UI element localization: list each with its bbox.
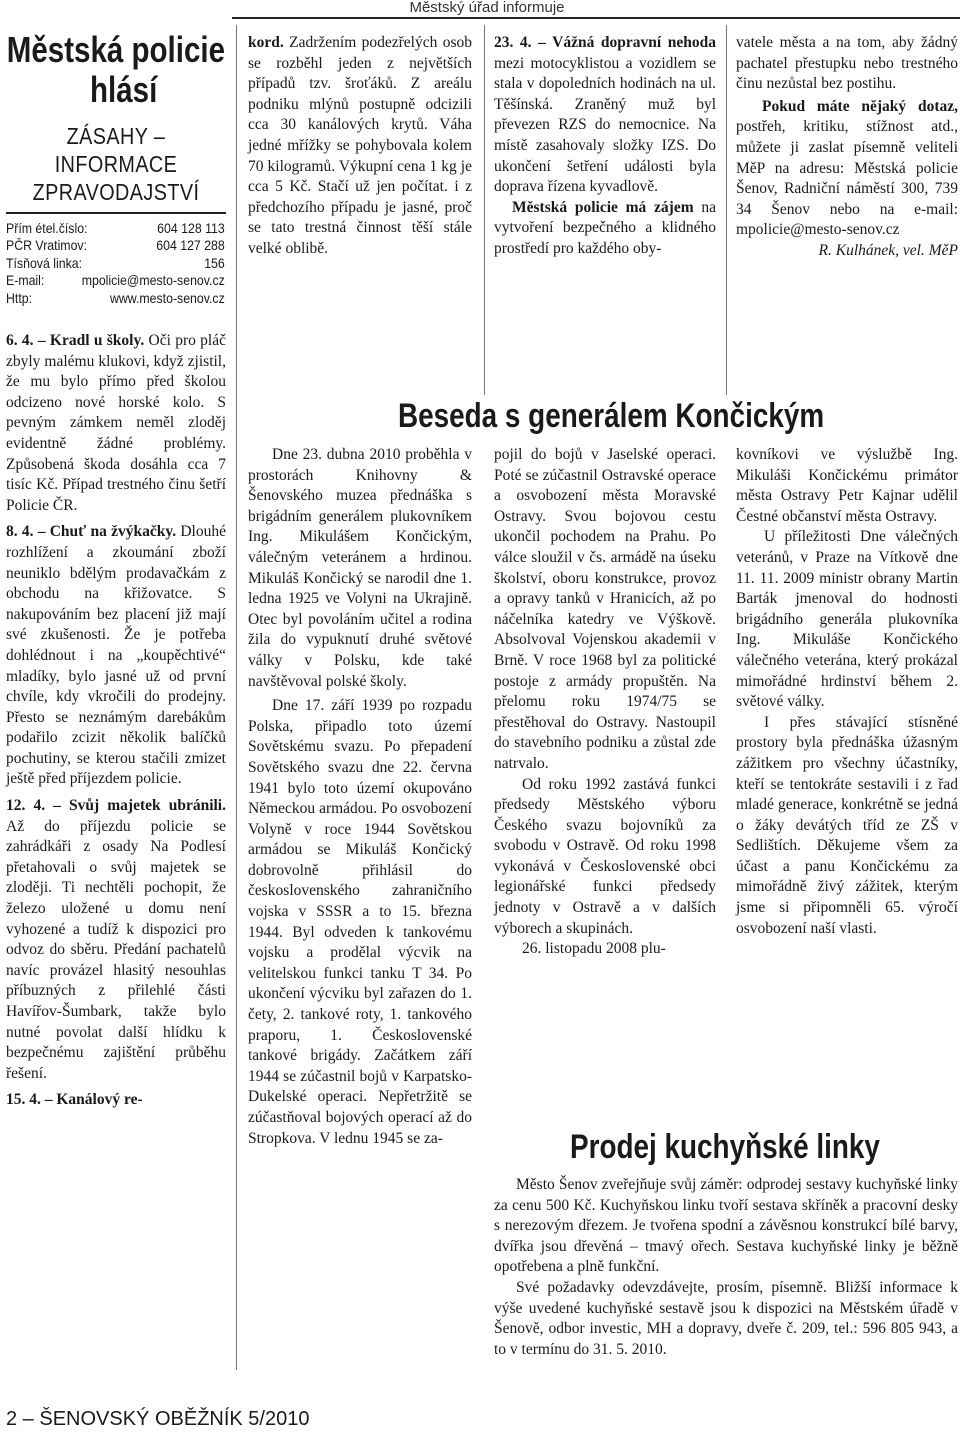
article-paragraph: Dne 23. dubna 2010 proběhla v prostorách Knihovny & Šenovského muzea přednáška s brigádním generálem plukovníkem Ing. Mikulášem Končickým, válečným veteránem a hrdinou. Mikuláš Končický se narodil dne 1. ledna 1925 ve Volyni na Ukrajině. Otec byl povoláním učitel a rodina žila do vypuknutí druhé světové války v Polsku, kde také navštěvoval polské školy.: [248, 446, 472, 690]
beseda-col-3: [736, 445, 958, 939]
report-text: Zadržením podezřelých osob se rozběhl jeden z největších případů tzv. šroťáků. Z areálu podniku mlýnů postupně odcizili cca 30 kanálových krytů. Váha jedné mřížky se pohybovala kolem 70 kilogramů. Výkupní cena 1 kg je cca 5 Kč. Stačí už jen počítat. i z předchozího případu je jasné, proč se tato trestná činnost těší stále velké oblibě.: [248, 34, 472, 257]
contact-label: PČR Vratimov:: [6, 237, 88, 253]
report-text: Oči pro pláč zbyly malému klukovi, když zjistil, že mu bylo přímo před školou odcizeno nové horské kolo. S pevným zámkem neměl zloděj evidentně žádné problémy. Způsobená škoda dosáhla cca 7 tisíc Kč. Případ trestného činu šetří Policie ČR.: [6, 332, 226, 514]
report-item: [6, 796, 226, 1084]
report-item: [6, 1090, 226, 1111]
section-header: Městský úřad informuje: [388, 0, 586, 16]
kitchen-paragraph: Město Šenov zveřejňuje svůj záměr: odprodej sestavy kuchyňské linky za cenu 500 Kč. Kuchyňskou linku tvoří sestava skříněk a pracovní desky s nerezovým dřezem. Je tvořena spodní a závěsnou konstrukcí bílé barvy, dvířka jsou dřevěná – tmavý ořech. Sestava kuchyňské linky je běžně opotřebena a plně funkční.: [494, 1176, 958, 1276]
article-paragraph: 26. listopadu 2008 plu-: [522, 940, 666, 958]
header-rule: [232, 17, 960, 19]
police-col-3: [494, 33, 716, 260]
report-heading: 8. 4. – Chuť na žvýkačky.: [6, 523, 177, 541]
police-title-2: hlásí: [90, 69, 158, 110]
report-heading: kord.: [248, 34, 284, 51]
contact-label: Tísňová linka:: [6, 254, 83, 271]
police-reports: [6, 331, 226, 1111]
statement-text: na vytvoření bezpečného a klidného prostředí pro každého oby-: [494, 198, 716, 257]
contact-instructions: [736, 97, 958, 241]
report-text: Dlouhé rozhlížení a zkoumání zboží neuniklo bdělým prodavačkám z obchodu na křižovatce. S nakupováním bez placení již mají své zkušenosti. Že je potřeba dohlédnout i na „koupěchtivé“ mladíky, bylo jasné už od první chvíle, kdy vkročili do prodejny. Přesto se neznámým darebákům podařilo zcizit několik balíčků pochutiny, se kterou stačili zmizet ještě před příjezdem policie.: [6, 523, 226, 788]
beseda-col-2: [494, 445, 716, 960]
statement-heading: Městská policie má zájem: [512, 198, 694, 216]
report-item: [494, 33, 716, 198]
police-subtitle: [6, 122, 226, 206]
beseda-col-1: [248, 445, 472, 1149]
police-statement: [494, 198, 716, 260]
report-heading: 23. 4. – Vážná dopravní nehoda: [494, 34, 716, 51]
article-paragraph: Od roku 1992 zastává funkci předsedy Městského výboru Českého svazu bojovníků za svobodu v Ostravě. Od roku 1998 vykonává v Československé obci legionářské funkci předsedy jednoty v Ostravě a v dalších výborech a skupinách.: [494, 775, 716, 937]
report-heading: 12. 4. – Svůj majetek ubránili.: [6, 797, 226, 815]
kitchen-title: Prodej kuchyňské linky: [570, 1128, 880, 1166]
article-paragraph: U příležitosti Dne válečných veteránů, v Praze na Vítkově dne 11. 11. 2009 ministr obrany Martin Barták jmenoval do hodnosti brigádního generála plukovníka Ing. Mikuláše Končického válečného veterána, který prokázal mimořádné hrdinství během 2. světové války.: [736, 528, 958, 711]
police-section: [6, 30, 226, 307]
statement-continued: vatele města a na tom, aby žádný pachatel přestupku nebo trestného činu nezůstal bez postihu.: [736, 34, 958, 93]
contact-row: [6, 237, 225, 255]
kitchen-section: [494, 1175, 958, 1360]
subtitle-line-2: ZPRAVODAJSTVÍ: [32, 179, 200, 205]
article-paragraph: pojil do bojů v Jaselské operaci. Poté se zúčastnil Ostravské operace a osvobození města Moravské Ostravy. Svou bojovou cestu ukončil pochodem na Prahu. Po válce sloužil v čs. armádě na úseku školství, oboru konstrukce, provoz a opravy tanků v Hranicích, až po náčelníka katedry ve Výškově. Absolvoval Vojenskou akademii v Brně. V roce 1968 byl za politické postoje z armády propuštěn. Na přelomu roku 1974/75 se přestěhoval do Ostravy. Nastoupil do stavebního podniku a zůstal zde natrvalo.: [494, 446, 716, 772]
police-col-2: [248, 33, 472, 260]
signature: R. Kulhánek, vel. MěP: [818, 241, 958, 259]
report-text: mezi motocyklistou a vozidlem se stala v dopoledních hodinách na ul. Těšínská. Zraněný muž byl převezen RZS do nemocnice. Na místě zasahovaly složky IZS. Do ukončení šetření události byla doprava řízena kyvadlově.: [494, 54, 716, 196]
report-item: [6, 522, 226, 790]
report-heading: 15. 4. – Kanálový re-: [6, 1091, 143, 1109]
report-continued: [248, 33, 472, 260]
police-title: Městská policie: [6, 29, 225, 70]
report-item: [6, 331, 226, 516]
article-paragraph: Dne 17. září 1939 po rozpadu Polska, připadlo toto území Sovětskému svazu. Po přepadení Sovětského svazu dne 22. června 1941 bylo toto území okupováno Německou armádou. Po osvobození Volyně v roce 1944 Sovětskou armádou se Mikuláš Končický dobrovolně přihlásil do československého zahraničního vojska v SSSR a to 15. března 1944. Byl odveden k tankovému vojsku a prodělal výcvik na velitelskou funkci tanku T 34. Po ukončení výcviku byl zařazen do 1. čety, 2. tankové roty, 1. tankového praporu, 1. Československé tankové brigády. Začátkem září 1944 se zúčastnil bojů v Karpatsko-Dukelské operaci. Nepřetržitě se zúčastňoval bojových operací až do Stropkova. V lednu 1945 se za-: [248, 697, 472, 1147]
contact-value: 156: [204, 254, 225, 271]
contact-value[interactable]: mpolicie@mesto-senov.cz: [81, 272, 225, 288]
column-rule-3: [726, 25, 727, 395]
contact-row: [6, 255, 225, 273]
article-paragraph: I přes stávající stísněné prostory byla přednáška úžasným zážitkem pro všechny účastníky, kteří se tentokráte sestavili i z řad mladé generace, konkrétně se jedná o žáky devátých tříd ze ZŠ v Sedlištích. Děkujeme všem za účast a panu Končickému za mimořádně živý zážitek, kterým jsme si připomněli 65. výročí osvobození naší vlasti.: [736, 713, 958, 937]
contact-list: [6, 220, 226, 308]
contact-label: Http:: [6, 289, 33, 306]
contact-row: [6, 272, 225, 290]
contact-row: [6, 290, 225, 308]
report-heading: 6. 4. – Kradl u školy.: [6, 332, 145, 349]
kitchen-paragraph: Své požadavky odevzdávejte, prosím, písemně. Bližší informace k výše uvedené kuchyňské sestavě jsou k dispozici na Městském úřadě v Šenově, odbor investic, MH a dopravy, dveře č. 209, tel.: 596 805 943, a to v termínu do 31. 5. 2010.: [494, 1278, 958, 1358]
column-rule-2: [484, 25, 485, 395]
column-rule-1: [236, 25, 237, 1370]
page-footer: 2 – ŠENOVSKÝ OBĚŽNÍK 5/2010: [6, 1408, 310, 1430]
article-paragraph: kovníkovi ve výslužbě Ing. Mikuláši Končickému primátor města Ostravy Petr Kajnar udělil Čestné občanství města Ostravy.: [736, 446, 958, 525]
report-text: Až do příjezdu policie se zahrádkáři z osady Na Podlesí přetahovali o svůj majetek se zloději. Ti nechtěli pochopit, že železo uložené u domu není vyhozené a tudíž k dispozici pro odvoz do sběru. Předání pachatelů navíc provázel hlasitý nesouhlas příbuzných z přilehlé části Havířov-Šumbark, takže bylo nutné povolat další hlídku k bezpečnému zajištění průběhu řešení.: [6, 817, 226, 1082]
instructions-heading: Pokud máte nějaký dotaz,: [762, 97, 958, 115]
contact-value[interactable]: www.mesto-senov.cz: [109, 289, 225, 306]
contact-label: E-mail:: [6, 272, 45, 288]
contact-label: Přím étel.číslo:: [6, 219, 88, 236]
contact-value: 604 127 288: [156, 237, 225, 253]
contact-row: [6, 220, 225, 238]
contact-value: 604 128 113: [157, 219, 225, 236]
subtitle-line-1: ZÁSAHY – INFORMACE: [54, 123, 178, 177]
subtitle-rule: [6, 212, 226, 214]
police-col-4: [736, 33, 958, 262]
instructions-text: postřeh, kritiku, stížnost atd., můžete ji zaslat písemně veliteli MěP na adresu: Městská policie Šenov, Radniční náměstí 300, 739 34 Šenov nebo na e-mail: mpolicie@mesto-senov.cz: [736, 118, 958, 239]
beseda-title: Beseda s generálem Končickým: [398, 397, 825, 435]
